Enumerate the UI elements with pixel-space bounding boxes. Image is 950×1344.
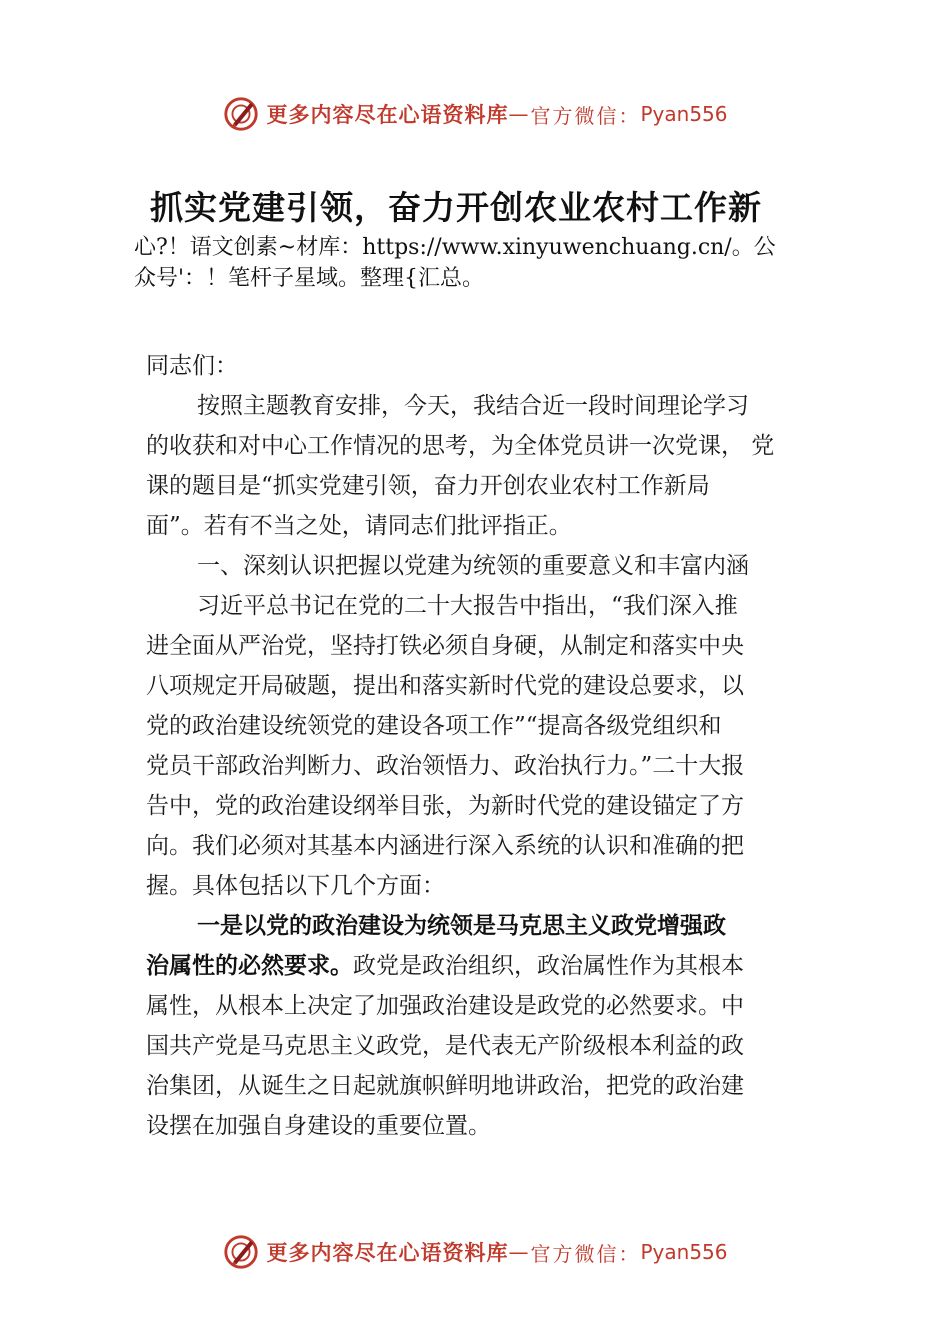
paragraph-line: 习近平总书记在党的二十大报告中指出，“我们深入推 <box>197 593 738 619</box>
paragraph-line: 党的政治建设统领党的建设各项工作”“提高各级党组织和 <box>146 713 722 739</box>
section-heading: 一、深刻认识把握以党建为统领的重要意义和丰富内涵 <box>197 553 749 579</box>
document-body <box>146 346 810 1146</box>
document-title: 抓实党建引领，奋力开创农业农村工作新 <box>150 188 762 227</box>
source-line: 心?！语文创素~材库：https://www.xinyuwenchuang.cn/。公 <box>134 235 776 260</box>
footer-watermark <box>0 1232 950 1272</box>
pen-logo-icon <box>222 95 260 133</box>
paragraph-line: 国共产党是马克思主义政党，是代表无产阶级根本利益的政 <box>146 1033 744 1059</box>
paragraph-line: 按照主题教育安排，今天，我结合近一段时间理论学习 <box>197 393 749 419</box>
point-heading: 一是以党的政治建设为统领是马克思主义政党增强政 <box>197 913 726 939</box>
point-heading-end: 治属性的必然要求。 <box>146 953 353 979</box>
paragraph-line: 设摆在加强自身建设的重要位置。 <box>146 1113 491 1139</box>
paragraph-line: 进全面从严治党，坚持打铁必须自身硬，从制定和落实中央 <box>146 633 744 659</box>
paragraph-line <box>146 946 810 986</box>
source-note <box>134 232 834 294</box>
footer-separator: — <box>508 1240 531 1264</box>
paragraph-line: 面”。若有不当之处，请同志们批评指正。 <box>146 513 572 539</box>
footer-wechat-id: Pyan556 <box>640 1240 728 1264</box>
footer-brand: 更多内容尽在心语资料库 <box>266 1241 509 1265</box>
header-watermark <box>0 94 950 134</box>
paragraph-line: 八项规定开局破题，提出和落实新时代党的建设总要求，以 <box>146 673 744 699</box>
header-wechat-id: Pyan556 <box>640 102 728 126</box>
paragraph-line: 党员干部政治判断力、政治领悟力、政治执行力。”二十大报 <box>146 753 745 779</box>
point-text: 政党是政治组织，政治属性作为其根本 <box>353 953 744 979</box>
paragraph-line: 治集团，从诞生之日起就旗帜鲜明地讲政治，把党的政治建 <box>146 1073 744 1099</box>
paragraph-line: 告中，党的政治建设纲举目张，为新时代党的建设锚定了方 <box>146 793 744 819</box>
pen-logo-icon <box>222 1233 260 1271</box>
footer-official-label: 官方微信： <box>530 1241 641 1266</box>
header-separator: — <box>508 102 531 126</box>
paragraph-line: 的收获和对中心工作情况的思考，为全体党员讲一次党课， 党 <box>146 433 775 459</box>
header-brand: 更多内容尽在心语资料库 <box>266 103 509 127</box>
header-official-label: 官方微信： <box>530 103 641 128</box>
greeting: 同志们： <box>146 353 238 379</box>
paragraph-line: 课的题目是“抓实党建引领，奋力开创农业农村工作新局 <box>146 473 710 499</box>
paragraph-line: 握。具体包括以下几个方面： <box>146 873 445 899</box>
source-line: 众号'：！笔杆子星域。整理{汇总。 <box>134 266 485 291</box>
paragraph-line: 向。我们必须对其基本内涵进行深入系统的认识和准确的把 <box>146 833 744 859</box>
paragraph-line: 属性，从根本上决定了加强政治建设是政党的必然要求。中 <box>146 993 744 1019</box>
